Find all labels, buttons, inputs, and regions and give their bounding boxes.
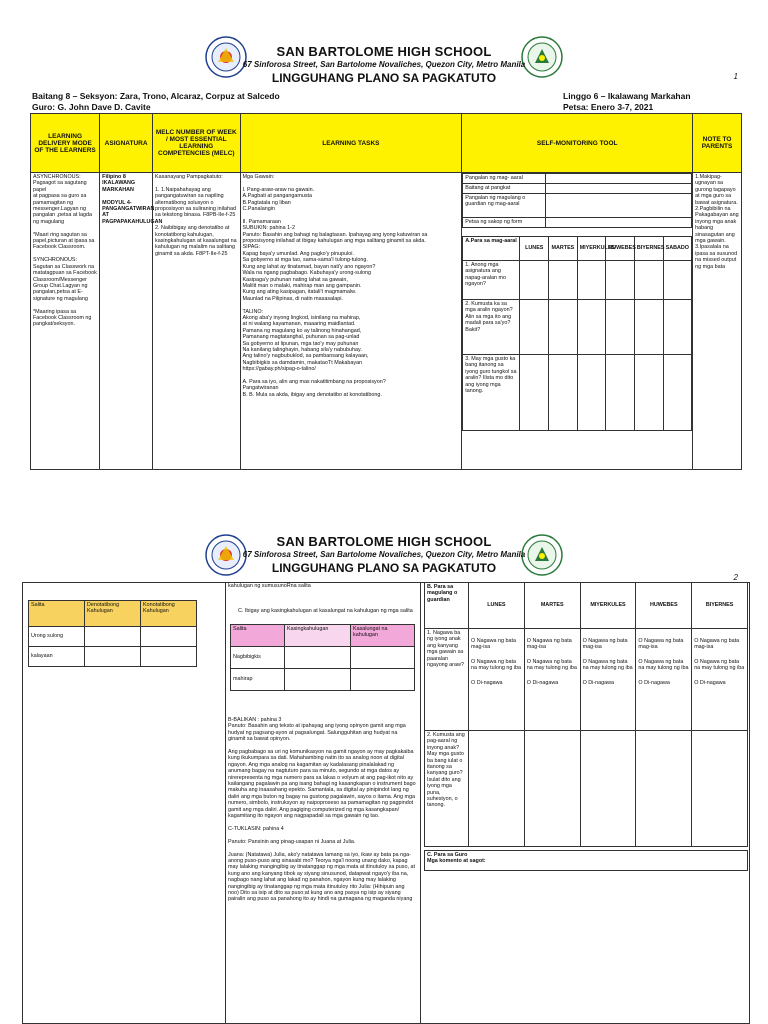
answer-cell[interactable] [663, 355, 692, 431]
teacher-comment-label: Mga komento at sagot: [427, 858, 486, 865]
option-cell[interactable] [692, 629, 748, 731]
option-done-with-help[interactable]: O Nagawa ng bata na may tulong ng iba [638, 658, 689, 672]
option-done-alone[interactable]: O Nagawa ng bata mag-isa [526, 638, 572, 651]
answer-cell[interactable] [577, 300, 606, 355]
option-not-done[interactable]: O Di-nagawa [471, 679, 503, 686]
answer-cell[interactable] [351, 647, 415, 669]
form-label: Pangalan ng mag- aaral [463, 174, 545, 184]
day-header: HUWEBES [606, 237, 635, 261]
school-address: 67 Sinforosa Street, San Bartolome Novaliches, Quezon City, Metro Manila [242, 550, 526, 559]
plan-table [30, 113, 742, 470]
page-1 [0, 0, 768, 470]
option-done-alone[interactable]: O Nagawa ng bata mag-isa [471, 638, 516, 651]
teacher-comment-area[interactable] [424, 874, 748, 1022]
melc-text: Kasanayang Pampagkatuto: 1. 1.Naipahahayag ang pangangatuwiran sa napiling alternatibong solusyon o proposisyon sa suliraning inilahad sa tekstong binasa. F8PB-IIe-f-25 2. Naibibigay ang denotatibo at konotatibong kahulugan, kasingkahulugan at kasalungat na kahulugan ng malalim na salitang ginamit sa akda. F8PT-IIe-f-25 [153, 173, 240, 470]
answer-cell[interactable] [520, 300, 549, 355]
question: 2. Kumusta ka sa mga aralin ngayon? Alin sa mga ito ang madali para sa'yo? Bakit? [463, 300, 520, 355]
question: 1. Anong mga asignatura ang napag-aralan mo ngayon? [463, 261, 520, 300]
teacher-section-cell [425, 851, 748, 871]
school-name: SAN BARTOLOME HIGH SCHOOL [276, 44, 492, 59]
plan-title: LINGGUHANG PLANO SA PAGKATUTO [271, 561, 497, 575]
answer-cell[interactable] [634, 300, 663, 355]
form-value[interactable] [545, 194, 692, 218]
word-header: Salita [231, 625, 285, 647]
answer-cell[interactable] [580, 731, 636, 847]
school-name: SAN BARTOLOME HIGH SCHOOL [276, 534, 492, 549]
option-done-with-help[interactable]: O Nagawa ng bata na may tulong ng iba [526, 658, 577, 672]
school-address: 67 Sinforosa Street, San Bartolome Novaliches, Quezon City, Metro Manila [242, 60, 526, 69]
instruction-c: C. Ibigay ang kasingkahulugan at kasalungat na kahulugan ng mga salita [238, 608, 413, 614]
answer-cell[interactable] [85, 647, 141, 667]
word-cell: kalayaan [29, 647, 85, 667]
grade-section: Baitang 8 – Seksyon: Zara, Trono, Alcaraz, Corpuz at Salcedo [32, 91, 280, 101]
day-header: BIYERNES [634, 237, 663, 261]
answer-cell[interactable] [634, 261, 663, 300]
answer-cell[interactable] [520, 355, 549, 431]
day-header: SABADO [663, 237, 692, 261]
answer-cell[interactable] [577, 261, 606, 300]
option-done-with-help[interactable]: O Nagawa ng bata na may tulong ng iba [694, 658, 745, 672]
guardian-monitor-table [424, 582, 748, 847]
word-cell: mahirap [231, 669, 285, 691]
answer-cell[interactable] [577, 355, 606, 431]
day-header: MIYERKULES [577, 237, 606, 261]
col-melc: MELC NUMBER OF WEEK / MOST ESSENTIAL LEARNING COMPETENCIES (MELC) [153, 114, 240, 173]
antonym-header: Kasalungat na kahulugan [351, 625, 415, 647]
word-meaning-table [28, 600, 197, 667]
column-divider [225, 582, 226, 1023]
guardian-heading: B. Para sa magulang o guardian [425, 583, 469, 629]
answer-cell[interactable] [549, 300, 578, 355]
answer-cell[interactable] [663, 300, 692, 355]
option-cell[interactable] [524, 629, 580, 731]
option-done-alone[interactable]: O Nagawa ng bata mag-isa [582, 638, 628, 651]
answer-cell[interactable] [606, 261, 635, 300]
week-label: Linggo 6 – Ikalawang Markahan [563, 91, 691, 101]
note-to-parents-text: 1.Makipag-ugnayan sa gurong tagapayo at mga guro sa bawat asignatura. 2.Pagbibilin na Pakagabayan ang inyong mga anak habang sinasagutan ang mga gawain. 3.Ipasalala na ipasa sa susunod na missed output ng mga bata [693, 173, 742, 470]
denotative-header: Denotatibong Kahulugan [85, 601, 141, 627]
option-not-done[interactable]: O Di-nagawa [638, 679, 670, 686]
option-not-done[interactable]: O Di-nagawa [526, 679, 559, 686]
synonym-table [230, 624, 415, 691]
student-info-form [462, 173, 692, 228]
answer-cell[interactable] [85, 627, 141, 647]
col-delivery: LEARNING DELIVERY MODE OF THE LEARNERS [31, 114, 100, 173]
plan-title: LINGGUHANG PLANO SA PAGKATUTO [271, 71, 497, 85]
teacher-section [424, 850, 748, 871]
page-number: 1 [733, 72, 738, 81]
word-cell: Urong sulong [29, 627, 85, 647]
answer-cell[interactable] [141, 627, 197, 647]
day-header: MARTES [549, 237, 578, 261]
day-header: LUNES [520, 237, 549, 261]
page-gap [0, 470, 768, 520]
date-label: Petsa: Enero 3-7, 2021 [563, 102, 654, 112]
word-cell: Nagbibigkis [231, 647, 285, 669]
day-header: BIYERNES [692, 583, 748, 629]
option-not-done[interactable]: O Di-nagawa [582, 679, 615, 686]
answer-cell[interactable] [549, 355, 578, 431]
teacher-name: Guro: G. John Dave D. Cavite [32, 102, 151, 112]
option-not-done[interactable]: O Di-nagawa [694, 679, 726, 686]
synonym-header: Kasingkahulugan [285, 625, 351, 647]
answer-cell[interactable] [636, 731, 692, 847]
form-label: Pangalan ng magulang o guardian ng mag-aaral [463, 194, 545, 218]
day-header: MIYERKULES [580, 583, 636, 629]
guardian-question: 2. Kumusta ang pag-aaral ng inyong anak? May mga gusto ba bang iulat o itanong sa kanyang guro? Isulat dito ang iyong mga puna, suhestyon, o tanong. [425, 731, 469, 847]
connotative-header: Konotatibong Kahulugan [141, 601, 197, 627]
answer-cell[interactable] [634, 355, 663, 431]
form-value[interactable] [545, 174, 692, 184]
option-done-with-help[interactable]: O Nagawa ng bata na may tulong ng iba [582, 658, 633, 672]
page-2 [0, 520, 768, 1024]
word-header: Salita [29, 601, 85, 627]
subject-text: Filipino 8 IKALAWANG MARKAHAN MODYUL 4- PANGANGATWIRAN AT PAGPAPAKAHULUGAN [100, 173, 153, 470]
answer-cell[interactable] [663, 261, 692, 300]
form-value[interactable] [545, 218, 692, 228]
teacher-heading: C. Para sa Guro [427, 852, 468, 858]
answer-cell[interactable] [351, 669, 415, 691]
answer-cell[interactable] [606, 355, 635, 431]
delivery-mode-text: ASYNCHRONOUS: Pagsagot sa sagutang papel at pagpasa sa guro sa pamamagitan ng messenger.Lagyan ng pangalan ,petsa at lagda ng magulang *Maari ring sagutan sa papel,picturan at ipasa sa Facebook Classroom. SYNCHRONOUS: Sagutan sa Classwork na matatagpuan sa Facebook Classroom/Messenger Group Chat.Lagyan ng pangalan,petsa at E-signature ng magulang *Maaring ipasa sa Facebook Classroom ng pangkat/seksyon. [31, 173, 100, 470]
top-note: kahulugan ng sumusunoRna salita [228, 583, 311, 589]
answer-cell[interactable] [549, 261, 578, 300]
option-cell[interactable] [469, 629, 525, 731]
form-label: Petsa ng sakop ng form [463, 218, 545, 228]
learning-tasks-text: Mga Gawain: I. Pang-araw-araw na gawain. A.Pagbati at pangangamusta B.Pagtatala ng liban C.Panalangin II. Pamamaraan SUBUKIN: pahina 1-2 Panuto: Basahin ang bahagi ng balagtasan. Ipahayag ang iyong katuwiran sa proposisyong inilahad at ibigay kahulugan ang mga salitang ginamit sa akda. SIPAG: Kapag baya'y umunlad. Ang pagko'y pinupuloi. Sa gobyerno at mga tao, sama-sama'I tulong-tulong. Kung ang lahat ay tinatamad, bayan nati'y ano ngayon? Wala na ngang pagbabago. Kabuhaya'y urong-sulong Kasipaga'y puhunan nating lahat sa gawain, Malilit man o malaki, mahirap man ang gampanin. Kung ang ating kasipagan, itatali't magmamalw. Maunlad na Pilipinas, di natin masasalapi. TALINO: Akong aba'y inyong lingkod, isinilang na mahirap, at ni walang kayamanan, maaaring maidlantad. Pamana ng magulang ko ay talinong hinahangad, Pamanang magtatanghal, puhunan sa pag-unlad Sa gobyerno at lipunan, mga tao'y may puhunan Na kanilang talinghayin, habang sila'y nabubuhay. Ang talino'y nagbubuklod, sa pambansang kalayaan, Nagbibigkis sa damdamin, makataoTt Makabayan https://gabay.ph/sipag-o-talino/ A. Para sa iyo, alin ang mas nakatitimbang na proposisyon? Pangatwiranan B. B. Mula sa akda, ibigay ang denotatibo at konotatibong. [240, 173, 462, 470]
option-done-alone[interactable]: O Nagawa ng bata mag-isa [694, 638, 740, 651]
col-note: NOTE TO PARENTS [693, 114, 742, 173]
balikan-tuklasin-text: B-BALIKAN : pahina 3 Panuto: Basahin ang teksto at ipahayag ang iyong opinyon gamit ang mga hudyat ng pagsang-ayon at pagsalungat. Salungguhitan ang hudyat na ginamit sa bawat opinyon. Ang pagbabago sa uri ng komunikasyon na gamit ngayon ay may pagkakaiba kung ikukumpara sa dati. Mahahambing natin ito sa analog noon at digital ngayon. Ang mga analog na kagamitan ay kadalasang pinalalakad ng anumang bagay na nagtuturo para sa minuto, segundo at mga datos ay nirerepresenta ng mga numero para sa lakas o volyum at ang pag-ikot nito ay kailangang pagalawin pa ang isang bahagi ng kasangkapan o instrument bago makuha ang inaasahang epekto. Samantala, sa digital ay pinipindot lang ng daliri ang mga buton ng bagay na gustong pagalawin, sayos o itama. Ang mga numero, simbolo, instruksyon ay naipoproseso sa pamamagitan ng pagpindot gamit ang mga daliri. Ang pagiging computerized ng mga kasangkapan/ kagamitang ito ngayon ang nagpapadali sa mga gawain ng tao. C-TUKLASIN: pahina 4 Panuto: Pansinin ang pinag-usapan ni Juana at Julia. Juana: (Natatawa) Julia, ako'y natatawa lamang sa iyo, ikaw ay bata pa nga-anong puso-puso ang sinasabi mo? Teorya nga'l noong unang dako, kapag may lalaking mangingibig ay tinatanggap ng mga mata at itinutuloy sa puso, at kung ano ang kanyang tibok ay siyang sinusunod, datapwat ngayo'y iba na, nagbago nang lahat ang lakad ng panahon, ngayon kung may lalaking nangingibig ay tinatanggap ng mga mata itinutuloy rito Julia: (Hihipuin ang noo) Dito sa isip at dito sa puso;at kung ano ang pasya ng isip ay siyang pairalin ang puso sa panahong ito ay hindi na gumagana ng maganda niyang [228, 717, 416, 903]
day-header: LUNES [469, 583, 525, 629]
col-tasks: LEARNING TASKS [240, 114, 462, 173]
form-label: Baitang at pangkat [463, 184, 545, 194]
option-cell[interactable] [636, 629, 692, 731]
option-cell[interactable] [580, 629, 636, 731]
option-done-alone[interactable]: O Nagawa ng bata mag-isa [638, 638, 684, 651]
col-subject: ASIGNATURA [100, 114, 153, 173]
day-header: MARTES [524, 583, 580, 629]
answer-cell[interactable] [285, 669, 351, 691]
question: 3. May mga gusto ka bang itanong sa iyong guro tungkol sa aralin? Ilista mo dito ang iyong mga tanong. [463, 355, 520, 431]
answer-cell[interactable] [520, 261, 549, 300]
guardian-question: 1. Nagawa ba ng iyong anak ang kanyang mga gawain sa paaralan ngayong araw? [425, 629, 469, 731]
answer-cell[interactable] [469, 731, 525, 847]
answer-cell[interactable] [524, 731, 580, 847]
student-monitor-table [462, 236, 692, 431]
column-divider [420, 582, 421, 1023]
col-monitor: SELF-MONITORING TOOL [462, 114, 693, 173]
monitor-cell [462, 173, 693, 470]
answer-cell[interactable] [692, 731, 748, 847]
option-done-with-help[interactable]: O Nagawa ng bata na may tulong ng iba [471, 658, 522, 672]
answer-cell[interactable] [606, 300, 635, 355]
day-header: HUWEBES [636, 583, 692, 629]
form-value[interactable] [545, 184, 692, 194]
monitor-heading: A.Para sa mag-aaral [463, 237, 520, 261]
answer-cell[interactable] [141, 647, 197, 667]
page-number: 2 [733, 573, 738, 582]
answer-cell[interactable] [285, 647, 351, 669]
